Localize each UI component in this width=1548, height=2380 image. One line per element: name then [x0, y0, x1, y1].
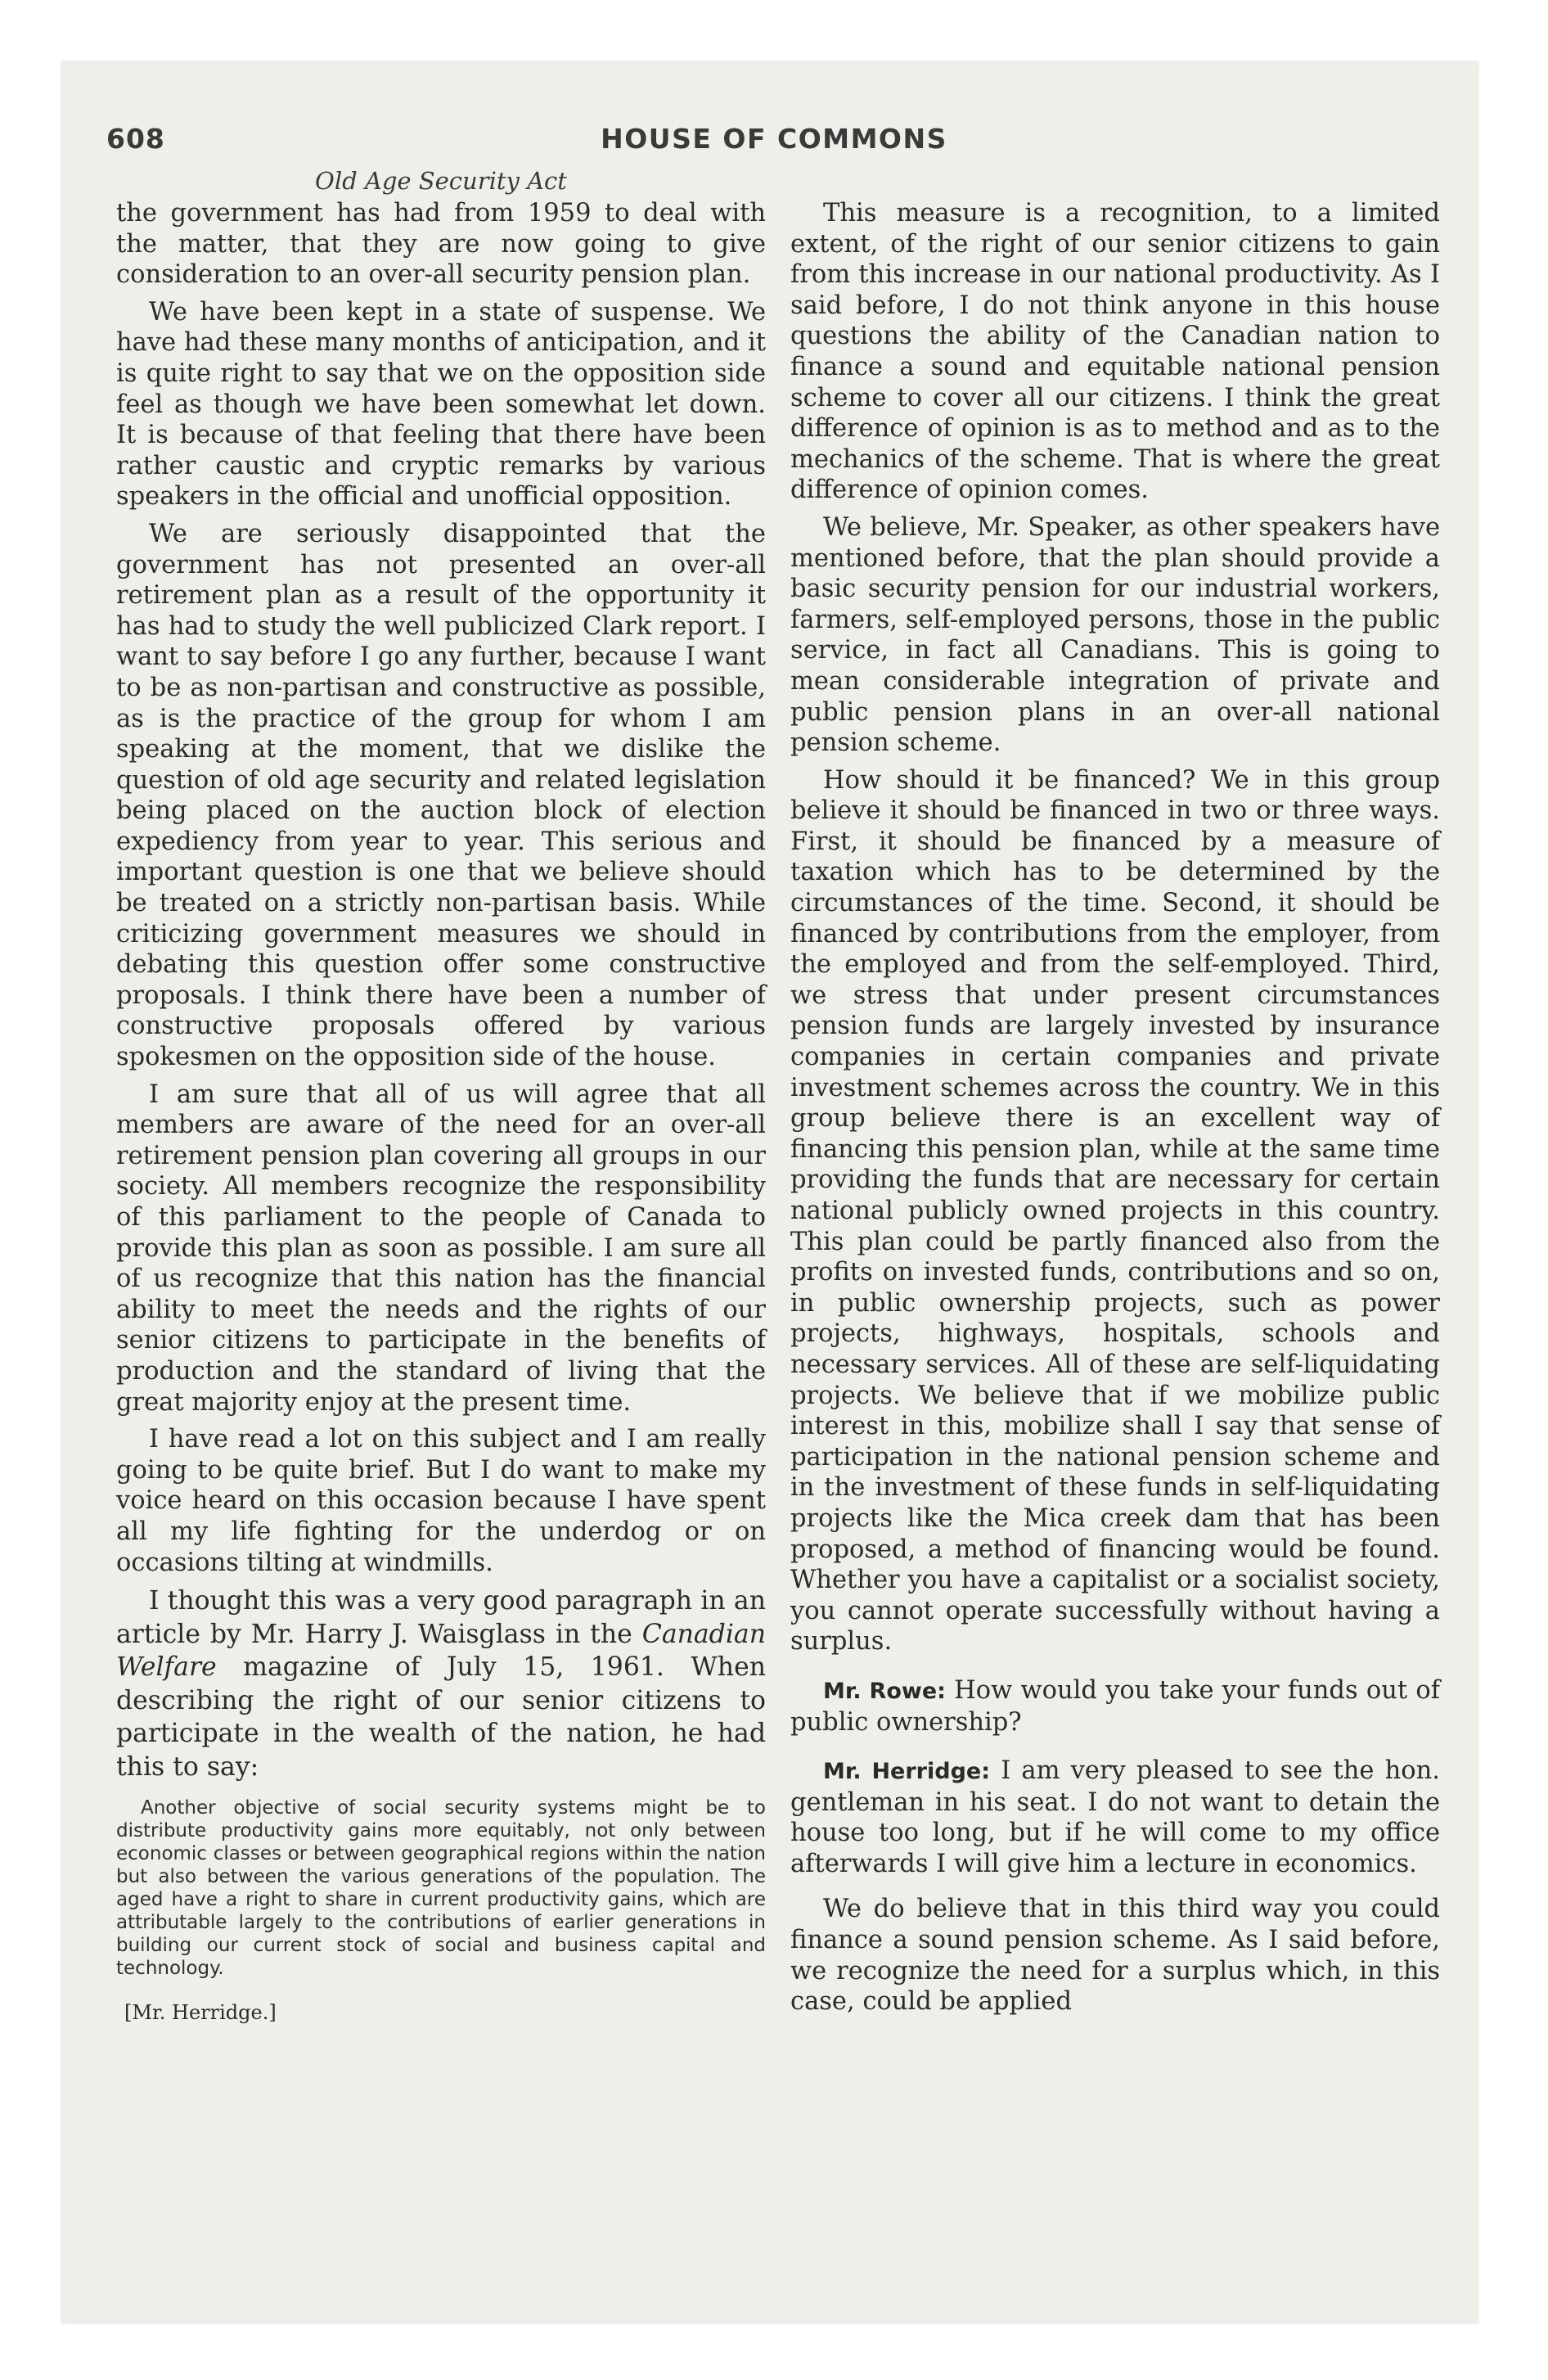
- speaker-attribution: [Mr. Herridge.]: [124, 2001, 277, 2025]
- speech-text: How would you take your funds out of public ownership?: [790, 1675, 1440, 1737]
- paragraph: We have been kept in a state of suspense. We have had these many months of anticipation, and it is quite right to say that we on the opposition side feel as though we have been somewhat let down. It is because of that feeling that there have been rather caustic and cryptic remarks by various speakers in the official and unofficial opposition.: [116, 297, 766, 512]
- paragraph: the government has had from 1959 to deal with the matter, that they are now going to give consideration to an over-all security pension plan.: [116, 199, 766, 290]
- paragraph: We believe, Mr. Speaker, as other speakers have mentioned before, that the plan should provide a basic security pension for our industrial workers, farmers, self-employed persons, those in the public service, in fact all Canadians. This is going to mean considerable integration of private and public pension plans in an over-all national pension scheme.: [790, 512, 1440, 758]
- paragraph: This measure is a recognition, to a limited extent, of the right of our senior citizens to gain from this increase in our national productivity. As I said before, I do not think anyone in this house questions the ability of the Canadian nation to finance a sound and equitable national pension scheme to cover all our citizens. I think the great difference of opinion is as to method and as to the mechanics of the scheme. That is where the great difference of opinion comes.: [790, 199, 1440, 505]
- speaker-name: Mr. Rowe:: [823, 1678, 946, 1704]
- paragraph: [116, 1584, 766, 1783]
- speech-rowe: [790, 1675, 1440, 1738]
- paragraph: How should it be financed? We in this group believe it should be financed in two or three ways. First, it should be financed by a measure of taxation which has to be determined by the circumstances of the time. Second, it should be financed by contributions from the employer, from the employed and from the self-employed. Third, we stress that under present circumstances pension funds are largely invested by insurance companies in certain companies and private investment schemes across the country. We in this group believe there is an excellent way of financing this pension plan, while at the same time providing the funds that are necessary for certain national publicly owned projects in this country. This plan could be partly financed also from the profits on invested funds, contributions and so on, in public ownership projects, such as power projects, highways, hospitals, schools and necessary services. All of these are self-liquidating projects. We believe that if we mobilize public interest in this, mobilize shall I say that sense of participation in the national pension scheme and in the investment of these funds in self-liquidating projects like the Mica creek dam that has been proposed, a method of financing would be found. Whether you have a capitalist or a socialist society, you cannot operate successfully without having a surplus.: [790, 765, 1440, 1657]
- paragraph: I am sure that all of us will agree that all members are aware of the need for an over-all retirement pension plan covering all groups in our society. All members recognize the responsibility of this parliament to the people of Canada to provide this plan as soon as possible. I am sure all of us recognize that this nation has the financial ability to meet the needs and the rights of our senior citizens to participate in the benefits of production and the standard of living that the great majority enjoy at the present time.: [116, 1080, 766, 1417]
- page-title: HOUSE OF COMMONS: [601, 123, 947, 155]
- page-number: 608: [106, 123, 165, 155]
- left-column: [116, 198, 766, 2024]
- paragraph-text: magazine of July 15, 1961. When describing the right of our senior citizens to participate in the wealth of the nation, he had this to say:: [116, 1652, 766, 1782]
- magazine-title: Canadian Welfare: [116, 1619, 766, 1683]
- paragraph-text: I thought this was a very good paragraph in an article by Mr. Harry J. Waisglass in the: [116, 1586, 766, 1649]
- page-subtitle: Old Age Security Act: [315, 167, 567, 195]
- paragraph: I have read a lot on this subject and I am really going to be quite brief. But I do want to make my voice heard on this occasion because I have spent all my life fighting for the underdog or on occasions tilting at windmills.: [116, 1425, 766, 1577]
- paragraph: We do believe that in this third way you could finance a sound pension scheme. As I said before, we recognize the need for a surplus which, in this case, could be applied: [790, 1895, 1440, 2017]
- paragraph: We are seriously disappointed that the government has not presented an over-all retirement plan as a result of the opportunity it has had to study the well publicized Clark report. I want to say before I go any further, because I want to be as non-partisan and constructive as possible, as is the practice of the group for whom I am speaking at the moment, that we dislike the question of old age security and related legislation being placed on the auction block of election expediency from year to year. This serious and important question is one that we believe should be treated on a strictly non-partisan basis. While criticizing government measures we should in debating this question offer some constructive proposals. I think there have been a number of constructive proposals offered by various spokesmen on the opposition side of the house.: [116, 519, 766, 1072]
- block-quote: Another objective of social security systems might be to distribute productivity gains more equitably, not only between economic classes or between geographical regions within the nation but also between the various generations of the population. The aged have a right to share in current productivity gains, which are attributable largely to the contributions of earlier generations in building our current stock of social and business capital and technology.: [116, 1797, 766, 1980]
- speaker-name: Mr. Herridge:: [823, 1759, 991, 1785]
- right-column: [790, 198, 1440, 2017]
- speech-text: I am very pleased to see the hon. gentleman in his seat. I do not want to detain the house too long, but if he will come to my office afterwards I will give him a lecture in economics.: [790, 1756, 1440, 1878]
- speech-herridge: [790, 1756, 1440, 1879]
